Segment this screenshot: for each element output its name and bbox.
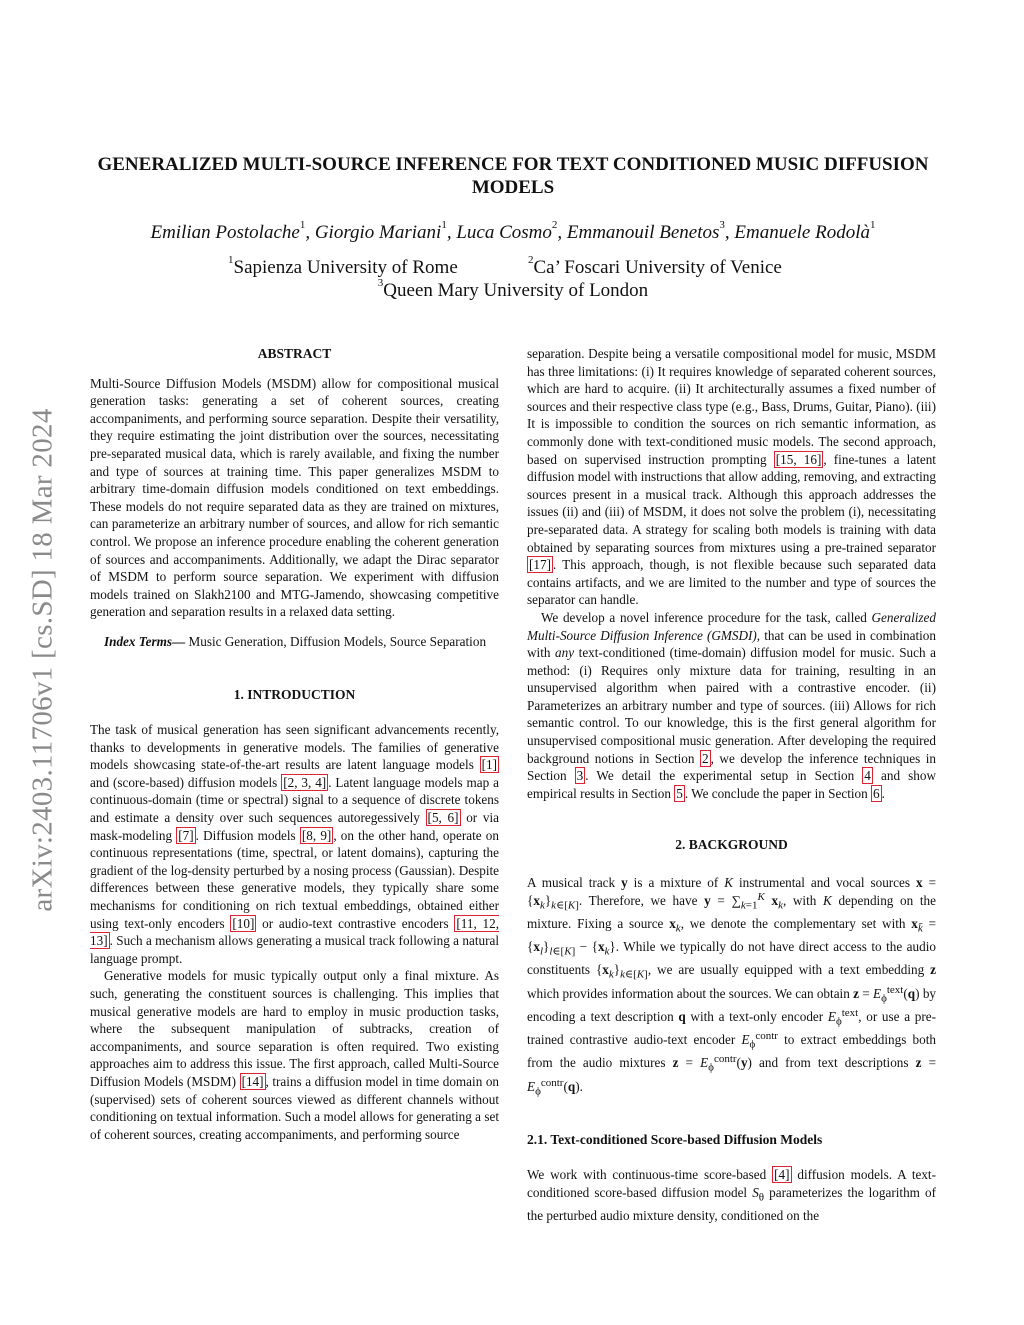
citation-link[interactable]: [14] [241,1073,264,1089]
affiliation: $^2$Ca’ Foscari University of Venice [528,254,782,278]
right-column [527,345,936,1225]
background-paragraph: A musical track y is a mixture of K instrumental and vocal sources $x = \{x_k\}_{k\in[K]}$. Therefore, we have $y = \sum_{k=1}^K$ $x_k$, with K depending on the mixture. Fixing a source $x_k$, we denote the complementary set with $x_{k̄} = \{x_l\}_{l\in[K]} - \{x_k\}$. While we typically do not have direct access to the audio constituents $\{x_k\}_{k\in[K]}$, we are usually equipped with a text embedding z which provides information about the sources. We can obtain $z = E_\phi^{text}(q)$ by encoding a text description q with a text-only encoder $E_\phi^{text}$, or use a pre-trained contrastive audio-text encoder $E_\phi^{contr}$ to extract embeddings both from the audio mixtures $z = E_\phi^{contr}(y)$ and from text descriptions $z = E_\phi^{contr}(q)$. [527,875,937,1098]
citation-link[interactable]: [4] [774,1167,790,1183]
arxiv-id: arXiv:2403.11706v1 [cs.SD] 18 Mar 2024 [26,408,59,912]
section-link[interactable]: 4 [864,768,871,784]
citation-link[interactable]: [5, 6] [427,810,459,826]
arxiv-watermark [28,350,58,970]
author-name: Luca Cosmo [456,222,552,243]
affiliation: $^3$Queen Mary University of London [377,277,649,301]
citation-link[interactable]: [15, 16] [775,451,822,467]
subsection-heading: 2.1. Text-conditioned Score-based Diffusion Models [527,1131,823,1147]
citation-link[interactable]: [10] [232,915,255,931]
left-column [90,345,499,1143]
section-link[interactable]: 3 [576,768,584,784]
intro-heading: 1. INTRODUCTION [233,686,356,702]
author-name: Emanuele Rodolà [734,222,870,243]
section-link[interactable]: 6 [873,785,880,801]
citation-link[interactable]: [7] [178,827,194,843]
author-list: Emilian Postolache$^1$, Giorgio Mariani$^1$, Luca Cosmo$^2$, Emmanouil Benetos$^3$, Emanuele Rodolà$^1$ [150,219,876,243]
right-paragraph-2: We develop a novel inference procedure for the task, called Generalized Multi-Source Diffusion Inference (GMSDI), that can be used in combination with any text-conditioned (time-domain) diffusion model for music. Such a method: (i) Requires only mixture data for training, resulting in an unsupervised algorithm when paired with a contrastive encoder. (ii) Parameterizes an arbitrary number and type of sources. (iii) Allows for rich semantic control. To our knowledge, this is the first general algorithm for unsupervised compositional music generation. After developing the required background notions in Section 2 , we develop the inference techniques in Section 3 . We detail the experimental setup in Section 4 and show empirical results in Section 5 . We conclude the paper in Section 6 . [527,609,937,801]
author-name: Emmanouil Benetos [566,222,720,243]
index-terms: Index Terms— Music Generation, Diffusion Models, Source Separation [104,633,487,649]
section-link[interactable]: 2 [702,750,709,766]
affiliation: $^1$Sapienza University of Rome [228,254,458,278]
author-name: Emilian Postolache [150,222,300,243]
abstract-heading: ABSTRACT [257,346,332,361]
right-paragraph-1: separation. Despite being a versatile compositional model for music, MSDM has three limitations: (i) It requires knowledge of separated coherent sources, which are hard to acquire. (ii) It architecturally assumes a fixed number of sources and their respective class type (e.g., Bass, Drums, Guitar, Piano). (iii) It is impossible to condition the sources on rich semantic information, as commonly done with text-conditioned music models. The second approach, based on supervised instruction prompting [15, 16] , fine-tunes a latent diffusion model with instructions that allow adding, removing, and extracting sources present in a musical track. Although this approach addresses the issues (ii) and (iii) of MSDM, it does not solve the problem (i), necessitating pre-separated data. A strategy for scaling both models is training with data obtained by separating sources from mixtures using a pre-trained separator [17] . This approach, though, is not flexible because such separated data contains artifacts, and we are limited to the number and type of sources the separator can handle. [527,346,936,608]
author-name: Giorgio Mariani [314,222,442,243]
citation-link[interactable]: [17] [529,557,551,573]
background-heading: 2. BACKGROUND [675,837,788,853]
intro-paragraph-1: The task of musical generation has seen significant advancements recently, thanks to developments in generative models. The families of generative models showcasing state-of-the-art results are latent language models [1] and (score-based) diffusion models [2, 3, 4] . Latent language models map a continuous-domain (time or spectral) signal to a sequence of discrete tokens and estimate a density over such sequences autoregessively [5, 6] or via mask-modeling [7] . Diffusion models [8, 9] , on the other hand, operate on continuous representations (time, spectral, or latent domains), capturing the gradient of the log-density perturbed by a nosing process (Gaussian). Despite differences between these generative models, they typically share some mechanisms for conditioning on rich textual embeddings, obtained either using text-only encoders [10] or audio-text contrastive encoders [11, 12, 13] . Such a mechanism allows generating a musical track following a natural language prompt. [90,722,500,966]
citation-link[interactable]: [8, 9] [301,827,332,843]
abstract-text: Multi-Source Diffusion Models (MSDM) allow for compositional musical generation tasks: generating a set of coherent sources, creating accompaniments, and performing source separation. Despite their versatility, they require estimating the joint distribution over the sources, necessitating pre-separated musical data, which is rarely available, and fixing the number and type of sources at training time. This paper generalizes MSDM to arbitrary time-domain diffusion models conditioned on text embeddings. These models do not require separated data as they are trained on mixtures, can parameterize an arbitrary number of sources, and allow for rich semantic control. We propose an inference procedure enabling the coherent generation of sources and accompaniments. Additionally, we adapt the Dirac separator of MSDM to perform source separation. We experiment with diffusion models trained on Slakh2100 and MTG-Jamendo, showcasing competitive generation and separation results in a relaxed data setting. [90,375,499,620]
section-link[interactable]: 5 [676,785,683,801]
citation-link[interactable]: [2, 3, 4] [283,774,327,790]
citation-link[interactable]: [11, 12, 13] [90,915,499,949]
paper-title: GENERALIZED MULTI-SOURCE INFERENCE FOR TEXT CONDITIONED MUSIC DIFFUSION MODELS [97,154,929,198]
citation-link[interactable]: [1] [481,757,497,773]
intro-paragraph-2: Generative models for music typically output only a final mixture. As such, generating the constituent sources is challenging. This implies that musical generative models are hard to employ in music production tasks, where the subsequent manipulation of subtracks, creation of accompaniments, and source separation is often required. Two existing approaches aim to address this issue. The first approach, called Multi-Source Diffusion Models (MSDM) [14] , trains a diffusion model in time domain on (supervised) sets of coherent sources viewed as different channels without conditioning on textual information. Such a model allows for generating a set of coherent sources, creating accompaniments, and performing source [90,968,500,1142]
subsection-paragraph: We work with continuous-time score-based [4] diffusion models. A text-conditioned score-based diffusion model $S_\theta$ parameterizes the logarithm of the perturbed audio mixture density, conditioned on the [527,1167,936,1224]
